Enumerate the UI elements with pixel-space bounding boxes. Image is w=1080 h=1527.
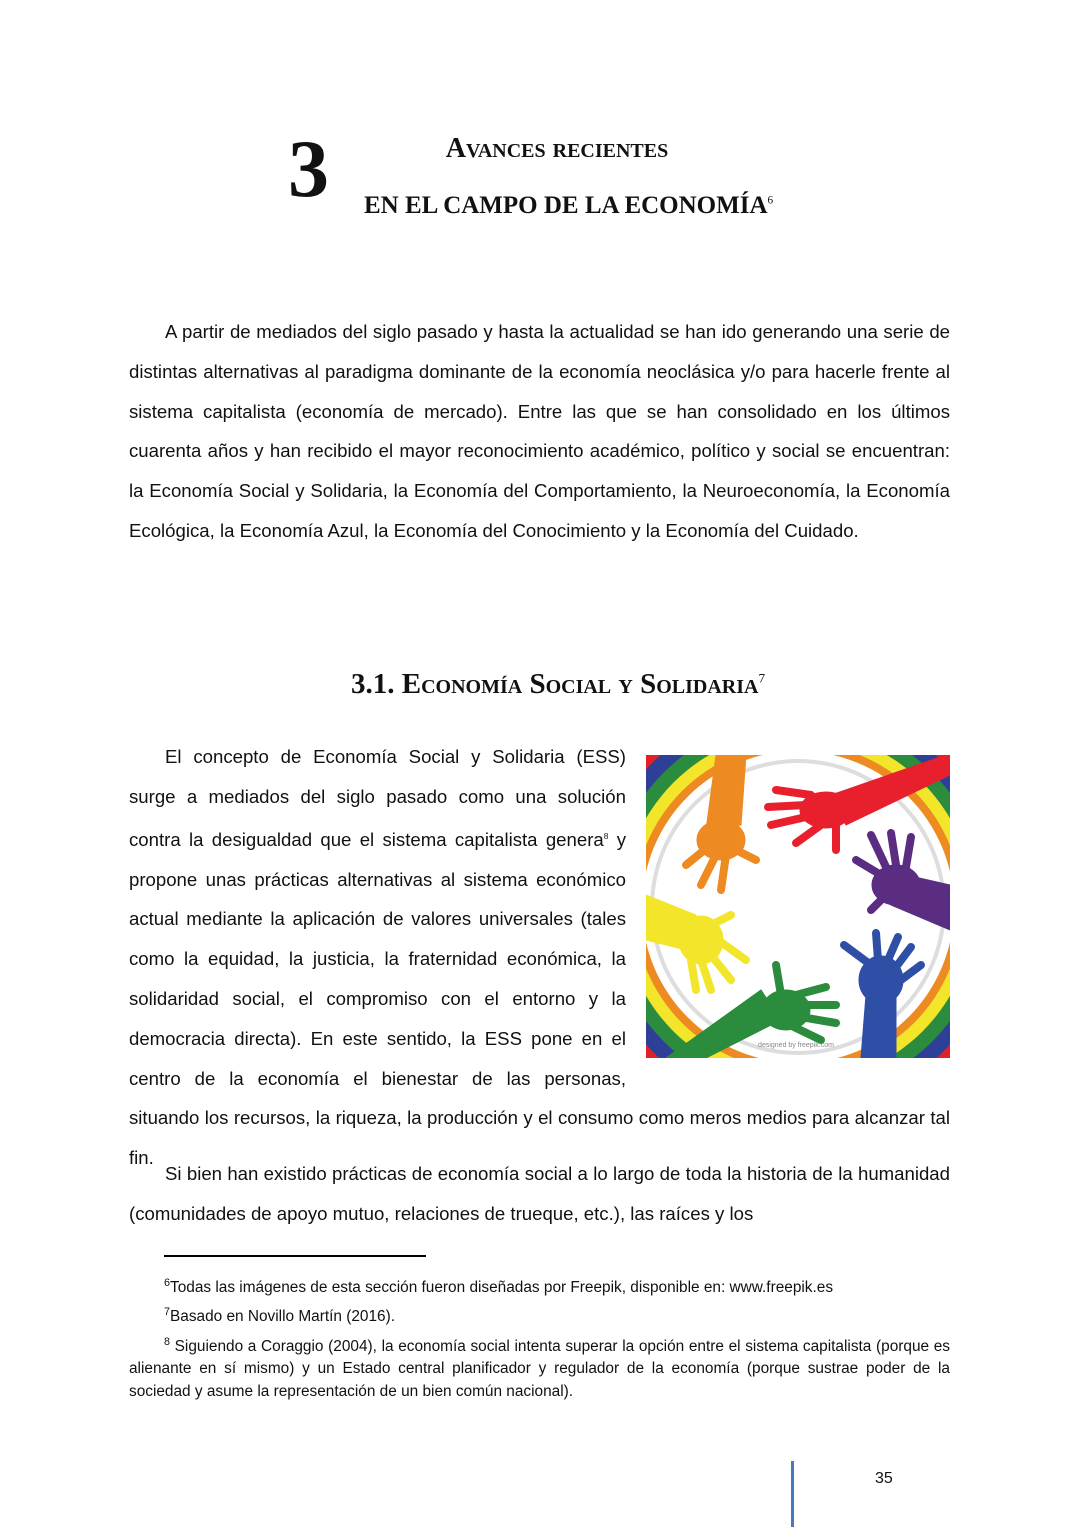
section-title: 3.1. Economía Social y Solidaria	[351, 668, 759, 700]
footnote-divider	[164, 1255, 426, 1257]
text: El concepto de Economía Social y Solidaria (ESS) surge a mediados del siglo pasado como una solución contra la desigualdad que el sistema capitalista genera	[129, 746, 626, 850]
chapter-number: 3	[288, 123, 329, 214]
chapter-title-line2	[364, 192, 773, 220]
footnote-8	[129, 1331, 950, 1403]
footnote-number: 8	[164, 1336, 170, 1348]
intro-paragraph	[129, 312, 950, 551]
chapter-title-line1: Avances recientes	[445, 133, 669, 164]
footnote-number: 7	[164, 1306, 170, 1318]
footnote-number: 6	[164, 1277, 170, 1289]
footnote-ref[interactable]: 8	[603, 830, 609, 841]
section-heading	[0, 668, 1080, 701]
text: y propone unas prácticas alternativas al sistema económico actual mediante la aplicación de valores universales (tales como la equidad, la justicia, la fraternidad económica, la solidaridad social, el compromiso con el entorno y la democracia directa). En este sentido, la ESS pone en el centro de la economía el bienestar de las personas, situando los recursos, la riqueza, la producción y el consumo como meros medios para alcanzar tal fin.	[129, 828, 950, 1169]
paragraph-3	[129, 1154, 950, 1234]
section-paragraph	[129, 737, 950, 1178]
page-number: 35	[875, 1470, 893, 1487]
footnote-ref[interactable]: 7	[758, 670, 765, 686]
footnote-6	[129, 1272, 950, 1299]
footnote-ref[interactable]: 6	[767, 194, 774, 207]
footnote-text: Basado en Novillo Martín (2016).	[170, 1308, 395, 1325]
footnote-7	[129, 1301, 950, 1328]
footnote-text: Todas las imágenes de esta sección fueron diseñadas por Freepik, disponible en: www.freepik.es	[170, 1279, 834, 1296]
image-credit: designed by freepik.com	[758, 1042, 834, 1049]
page-number-bar	[791, 1461, 794, 1527]
footnote-text: Siguiendo a Coraggio (2004), la economía social intenta superar la opción entre el sistema capitalista (porque es alienante en sí mismo) y un Estado central planificador y regulador de la economía (porque sustrae poder de la sociedad y asume la representación de un bien común nacional).	[129, 1338, 950, 1400]
chapter-title-text: EN EL CAMPO DE LA ECONOMÍA	[364, 192, 768, 219]
paragraph-3-text: Si bien han existido prácticas de economía social a lo largo de toda la historia de la humanidad (comunidades de apoyo mutuo, relaciones de trueque, etc.), las raíces y los	[129, 1163, 950, 1224]
solidarity-hands-image	[646, 755, 950, 1058]
intro-paragraph-text: A partir de mediados del siglo pasado y hasta la actualidad se han ido generando una serie de distintas alternativas al paradigma dominante de la economía neoclásica y/o para hacerle frente al sistema capitalista (economía de mercado). Entre las que se han consolidado en los últimos cuarenta años y han recibido el mayor reconocimiento académico, político y social se encuentran: la Economía Social y Solidaria, la Economía del Comportamiento, la Neuroeconomía, la Economía Ecológica, la Economía Azul, la Economía del Conocimiento y la Economía del Cuidado.	[129, 321, 950, 541]
